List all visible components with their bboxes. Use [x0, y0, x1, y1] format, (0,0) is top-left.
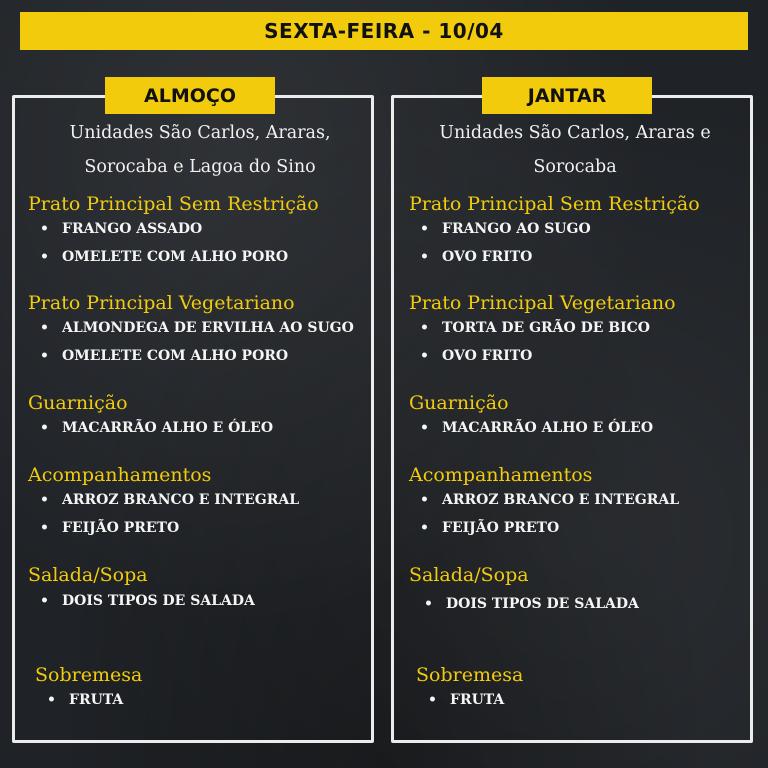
lunch-menu-item [40, 348, 288, 364]
dinner-menu-item [420, 520, 559, 536]
bullet-icon: • [40, 520, 49, 536]
bullet-icon: • [40, 320, 49, 336]
lunch-menu-item-text: ARROZ BRANCO E INTEGRAL [62, 492, 300, 508]
lunch-menu-item [40, 249, 288, 265]
dinner-units-line1: Unidades São Carlos, Araras e [439, 123, 711, 143]
dinner-section-title: Prato Principal Sem Restrição [409, 193, 700, 215]
lunch-menu-item [40, 593, 255, 609]
dinner-section-title: Acompanhamentos [409, 464, 593, 486]
dinner-section-title: Salada/Sopa [409, 564, 529, 586]
bullet-icon: • [40, 348, 49, 364]
dinner-section-title: Sobremesa [416, 664, 524, 686]
bullet-icon: • [428, 692, 437, 708]
dinner-section-title: Guarnição [409, 392, 509, 414]
lunch-menu-item-text: FRUTA [69, 692, 124, 708]
dinner-menu-item-text: FRUTA [450, 692, 505, 708]
lunch-menu-item-text: FEIJÃO PRETO [62, 520, 180, 536]
lunch-section-title: Salada/Sopa [28, 564, 148, 586]
dinner-menu-item-text: OVO FRITO [442, 249, 533, 265]
lunch-menu-item [40, 420, 273, 436]
dinner-menu-item [420, 249, 532, 265]
date-banner [20, 12, 748, 50]
dinner-menu-item [424, 596, 639, 612]
bullet-icon: • [420, 348, 429, 364]
lunch-menu-item-text: ALMONDEGA DE ERVILHA AO SUGO [62, 320, 354, 336]
bullet-icon: • [47, 692, 56, 708]
lunch-units [20, 116, 380, 184]
dinner-menu-item [428, 692, 504, 708]
lunch-section-title: Acompanhamentos [28, 464, 212, 486]
lunch-menu-item [40, 320, 354, 336]
bullet-icon: • [420, 492, 429, 508]
dinner-menu-item [420, 320, 650, 336]
dinner-menu-item-text: ARROZ BRANCO E INTEGRAL [442, 492, 680, 508]
bullet-icon: • [40, 221, 49, 237]
bullet-icon: • [420, 420, 429, 436]
lunch-section-title: Sobremesa [35, 664, 143, 686]
lunch-menu-item [40, 520, 179, 536]
lunch-title: ALMOÇO [144, 84, 236, 107]
lunch-units-line1: Unidades São Carlos, Araras, [69, 123, 331, 143]
bullet-icon: • [40, 492, 49, 508]
dinner-menu-item-text: OVO FRITO [442, 348, 533, 364]
dinner-menu-item-text: FRANGO AO SUGO [442, 221, 591, 237]
bullet-icon: • [420, 520, 429, 536]
lunch-menu-item-text: OMELETE COM ALHO PORO [62, 249, 289, 265]
bullet-icon: • [420, 249, 429, 265]
bullet-icon: • [40, 249, 49, 265]
dinner-menu-item-text: FEIJÃO PRETO [442, 520, 560, 536]
lunch-section-title: Prato Principal Sem Restrição [28, 193, 319, 215]
lunch-menu-item [40, 221, 202, 237]
lunch-tab [105, 77, 275, 114]
date-title: SEXTA-FEIRA - 10/04 [264, 19, 504, 43]
lunch-menu-item-text: DOIS TIPOS DE SALADA [62, 593, 255, 609]
dinner-menu-item [420, 492, 679, 508]
lunch-units-line2: Sorocaba e Lagoa do Sino [84, 157, 316, 177]
lunch-section-title: Prato Principal Vegetariano [28, 292, 295, 314]
dinner-units-line2: Sorocaba [533, 157, 617, 177]
dinner-section-title: Prato Principal Vegetariano [409, 292, 676, 314]
dinner-menu-item-text: MACARRÃO ALHO E ÓLEO [442, 420, 654, 436]
bullet-icon: • [420, 221, 429, 237]
dinner-menu-item [420, 221, 591, 237]
bullet-icon: • [40, 420, 49, 436]
bullet-icon: • [40, 593, 49, 609]
bullet-icon: • [420, 320, 429, 336]
dinner-menu-item [420, 420, 653, 436]
lunch-menu-item [40, 492, 299, 508]
lunch-menu-item [47, 692, 123, 708]
dinner-menu-item-text: TORTA DE GRÃO DE BICO [442, 320, 651, 336]
lunch-menu-item-text: OMELETE COM ALHO PORO [62, 348, 289, 364]
dinner-menu-item [420, 348, 532, 364]
dinner-tab [482, 77, 652, 114]
lunch-menu-item-text: FRANGO ASSADO [62, 221, 203, 237]
dinner-menu-item-text: DOIS TIPOS DE SALADA [446, 596, 639, 612]
dinner-title: JANTAR [527, 84, 607, 107]
lunch-section-title: Guarnição [28, 392, 128, 414]
bullet-icon: • [424, 596, 433, 612]
lunch-menu-item-text: MACARRÃO ALHO E ÓLEO [62, 420, 274, 436]
dinner-units [395, 116, 755, 184]
